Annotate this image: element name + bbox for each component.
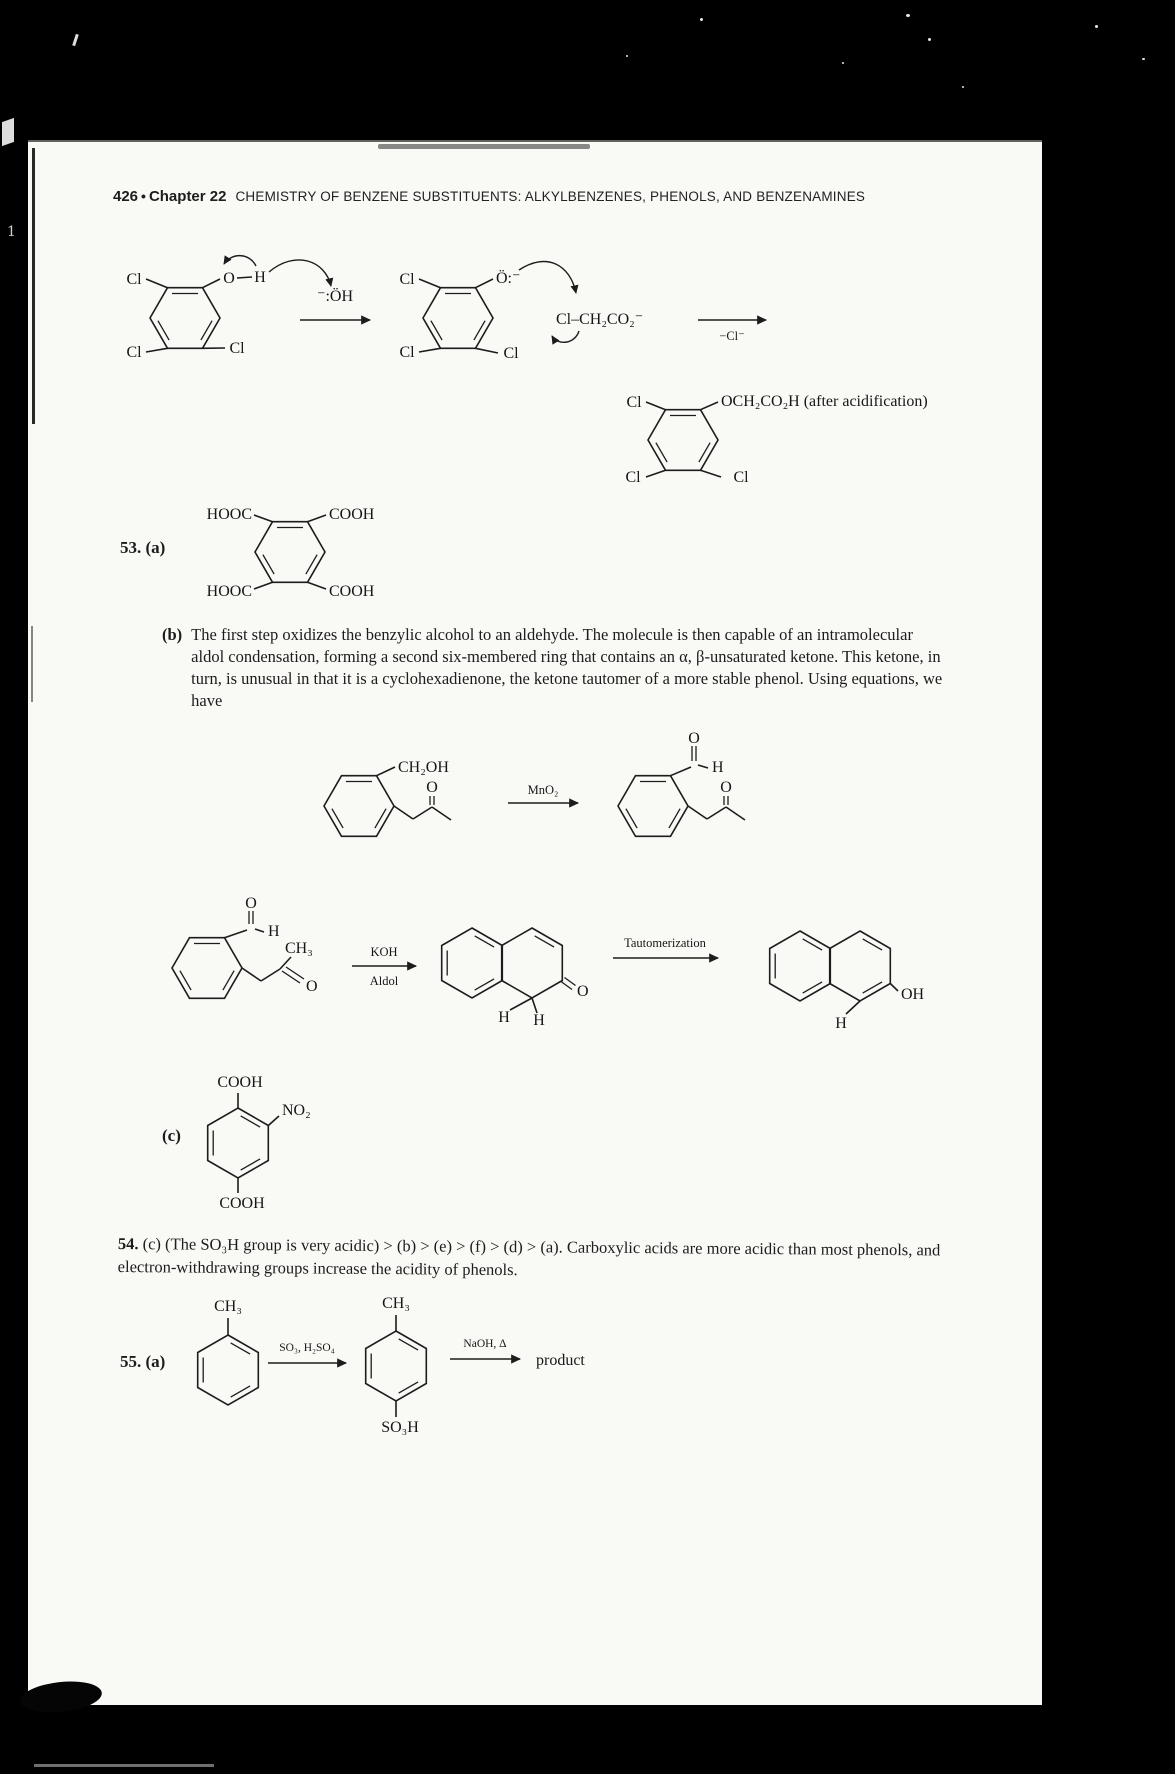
book-page bbox=[28, 140, 1042, 1705]
structure-trichlorophenol bbox=[126, 256, 331, 361]
atom-label: O bbox=[577, 983, 589, 1000]
scan-mark bbox=[34, 1764, 214, 1767]
reaction-scheme-phenoxide bbox=[98, 248, 1003, 513]
scan-smudge bbox=[378, 144, 590, 149]
reaction-arrow-2 bbox=[450, 1338, 520, 1359]
curved-arrow bbox=[552, 331, 579, 342]
problem-number: 54. bbox=[117, 1233, 139, 1254]
problem-number: 55. bbox=[120, 1352, 142, 1371]
scan-blob bbox=[19, 1678, 104, 1716]
atom-label: Cl bbox=[399, 271, 415, 288]
reaction-arrow-2 bbox=[698, 320, 766, 343]
reagent-label: NaOH, Δ bbox=[463, 1338, 507, 1350]
scan-speck bbox=[842, 62, 844, 64]
answer-text: The first step oxidizes the benzylic alcohol to an aldehyde. The molecule is then capable of an intramolecular aldol condensation, forming a second six-membered ring that contains an α, β-unsaturated ketone. This ketone, in turn, is unusual in that it is a cyclohexadienone, the ketone tautomer of a more stable phenol. Using equations, we have bbox=[191, 625, 943, 710]
group-label: HOOC bbox=[206, 506, 252, 523]
scan-edge bbox=[28, 140, 1042, 142]
reaction-arrow-1 bbox=[268, 1342, 346, 1363]
chapter-title: CHEMISTRY OF BENZENE SUBSTITUENTS: ALKYLBENZENES, PHENOLS, AND BENZENAMINES bbox=[235, 189, 866, 204]
chapter-label: Chapter 22 bbox=[148, 188, 227, 205]
scan-speck bbox=[906, 14, 910, 17]
atom-label: H bbox=[254, 269, 266, 286]
atom-label: Cl bbox=[625, 469, 641, 486]
structure-product bbox=[625, 393, 927, 486]
part-c-label bbox=[162, 1126, 181, 1146]
product-word: product bbox=[536, 1352, 585, 1369]
part-label: (a) bbox=[145, 538, 166, 557]
structure-toluene bbox=[198, 1298, 259, 1405]
group-label: CH₃ bbox=[214, 1298, 242, 1315]
atom-label: Cl bbox=[126, 344, 142, 361]
structure-ketoaldehyde bbox=[172, 895, 318, 998]
group-label: NO₂ bbox=[282, 1102, 311, 1119]
curved-arrow bbox=[519, 262, 576, 293]
structure-naphthalenone bbox=[442, 928, 589, 1029]
atom-label: Cl bbox=[733, 469, 749, 486]
answer-53b bbox=[162, 624, 943, 712]
reagent-label: MnO₂ bbox=[527, 783, 559, 797]
reaction-arrow-1 bbox=[300, 287, 370, 320]
reagent-label: SO₃, H₂SO₄ bbox=[279, 1342, 335, 1354]
atom-label: H bbox=[533, 1012, 545, 1029]
atom-label: O bbox=[426, 779, 438, 796]
group-label: COOH bbox=[217, 1074, 263, 1091]
atom-label: H bbox=[268, 923, 280, 940]
group-label: CH₃ bbox=[285, 940, 313, 957]
atom-label: O bbox=[245, 895, 257, 912]
group-label: COOH bbox=[219, 1195, 265, 1212]
structure-benzylic-alcohol bbox=[324, 759, 451, 836]
reaction-arrow bbox=[508, 783, 578, 803]
atom-label: H bbox=[712, 759, 724, 776]
atom-label: O bbox=[223, 270, 235, 287]
reaction-arrow-tautomerization bbox=[613, 936, 718, 958]
atom-label: Cl bbox=[126, 271, 142, 288]
part-label: (c) bbox=[162, 1126, 181, 1145]
scan-line bbox=[32, 148, 35, 424]
atom-label: Cl bbox=[229, 340, 245, 357]
atom-label: O bbox=[688, 730, 700, 747]
scan-speck bbox=[928, 38, 931, 41]
problem-number: 53. bbox=[120, 538, 142, 557]
group-label: CH₂OH bbox=[398, 759, 449, 776]
scan-speck bbox=[1095, 25, 1098, 28]
formula-label: Cl–CH₂CO₂⁻ bbox=[556, 311, 644, 328]
atom-label: Cl bbox=[503, 345, 519, 362]
curved-arrow bbox=[269, 260, 331, 286]
reaction-scheme-aldol bbox=[158, 878, 958, 1058]
reaction-scheme-oxidation bbox=[313, 730, 793, 873]
scan-line bbox=[31, 626, 33, 702]
group-label: CH₃ bbox=[382, 1295, 410, 1312]
reagent-label: ⁻:ÖH bbox=[317, 288, 353, 305]
structure-aldehyde-ketone bbox=[618, 730, 745, 836]
electrophile-group bbox=[552, 311, 643, 342]
reaction-arrow-aldol bbox=[352, 945, 416, 988]
scan-speck bbox=[700, 18, 703, 21]
group-label: OH bbox=[901, 986, 925, 1003]
group-label: COOH bbox=[329, 506, 375, 523]
reaction-scheme-sulfonation bbox=[188, 1285, 628, 1475]
problem-55-label bbox=[120, 1352, 165, 1372]
part-label: (b) bbox=[162, 625, 183, 644]
group-label: COOH bbox=[329, 583, 375, 600]
arrow-label: Tautomerization bbox=[624, 936, 706, 950]
atom-label: H bbox=[835, 1015, 847, 1032]
substituent-label: OCH₂CO₂H (after acidification) bbox=[721, 393, 928, 410]
answer-text: (c) (The SO₃H group is very acidic) > (b) > (e) > (f) > (d) > (a). Carboxylic acids are more acidic than most phenols, and electron-withdrawing groups increase the acidity of phenols. bbox=[117, 1234, 941, 1280]
atom-label: Ö:⁻ bbox=[496, 270, 521, 287]
scan-speck bbox=[1142, 58, 1145, 60]
arrow-label: −Cl⁻ bbox=[719, 329, 745, 343]
atom-label: O bbox=[306, 978, 318, 995]
group-label: HOOC bbox=[206, 583, 252, 600]
group-label: SO₃H bbox=[381, 1419, 419, 1436]
structure-naphthol bbox=[770, 931, 925, 1032]
part-label: (a) bbox=[145, 1352, 166, 1371]
atom-label: Cl bbox=[626, 394, 642, 411]
scan-speck bbox=[626, 55, 628, 57]
answer-54 bbox=[118, 1232, 990, 1285]
page-header bbox=[113, 188, 865, 206]
structure-tosic-acid bbox=[366, 1295, 427, 1436]
page-number: 426 bbox=[113, 188, 139, 205]
atom-label: O bbox=[720, 779, 732, 796]
scan-mark bbox=[72, 34, 79, 46]
structure-pyromellitic-acid bbox=[178, 502, 418, 612]
atom-label: Cl bbox=[399, 344, 415, 361]
reagent-label: KOH bbox=[370, 945, 398, 959]
atom-label: H bbox=[498, 1009, 510, 1026]
structure-nitro-diacid bbox=[186, 1065, 356, 1230]
header-bullet: • bbox=[141, 188, 146, 204]
structure-phenoxide bbox=[399, 262, 576, 362]
scan-speck bbox=[962, 86, 964, 88]
problem-53-label bbox=[120, 538, 165, 558]
scan-mark bbox=[2, 118, 14, 146]
curved-arrow bbox=[224, 256, 256, 266]
margin-mark: 1 bbox=[7, 224, 16, 240]
condition-label: Aldol bbox=[369, 974, 399, 988]
